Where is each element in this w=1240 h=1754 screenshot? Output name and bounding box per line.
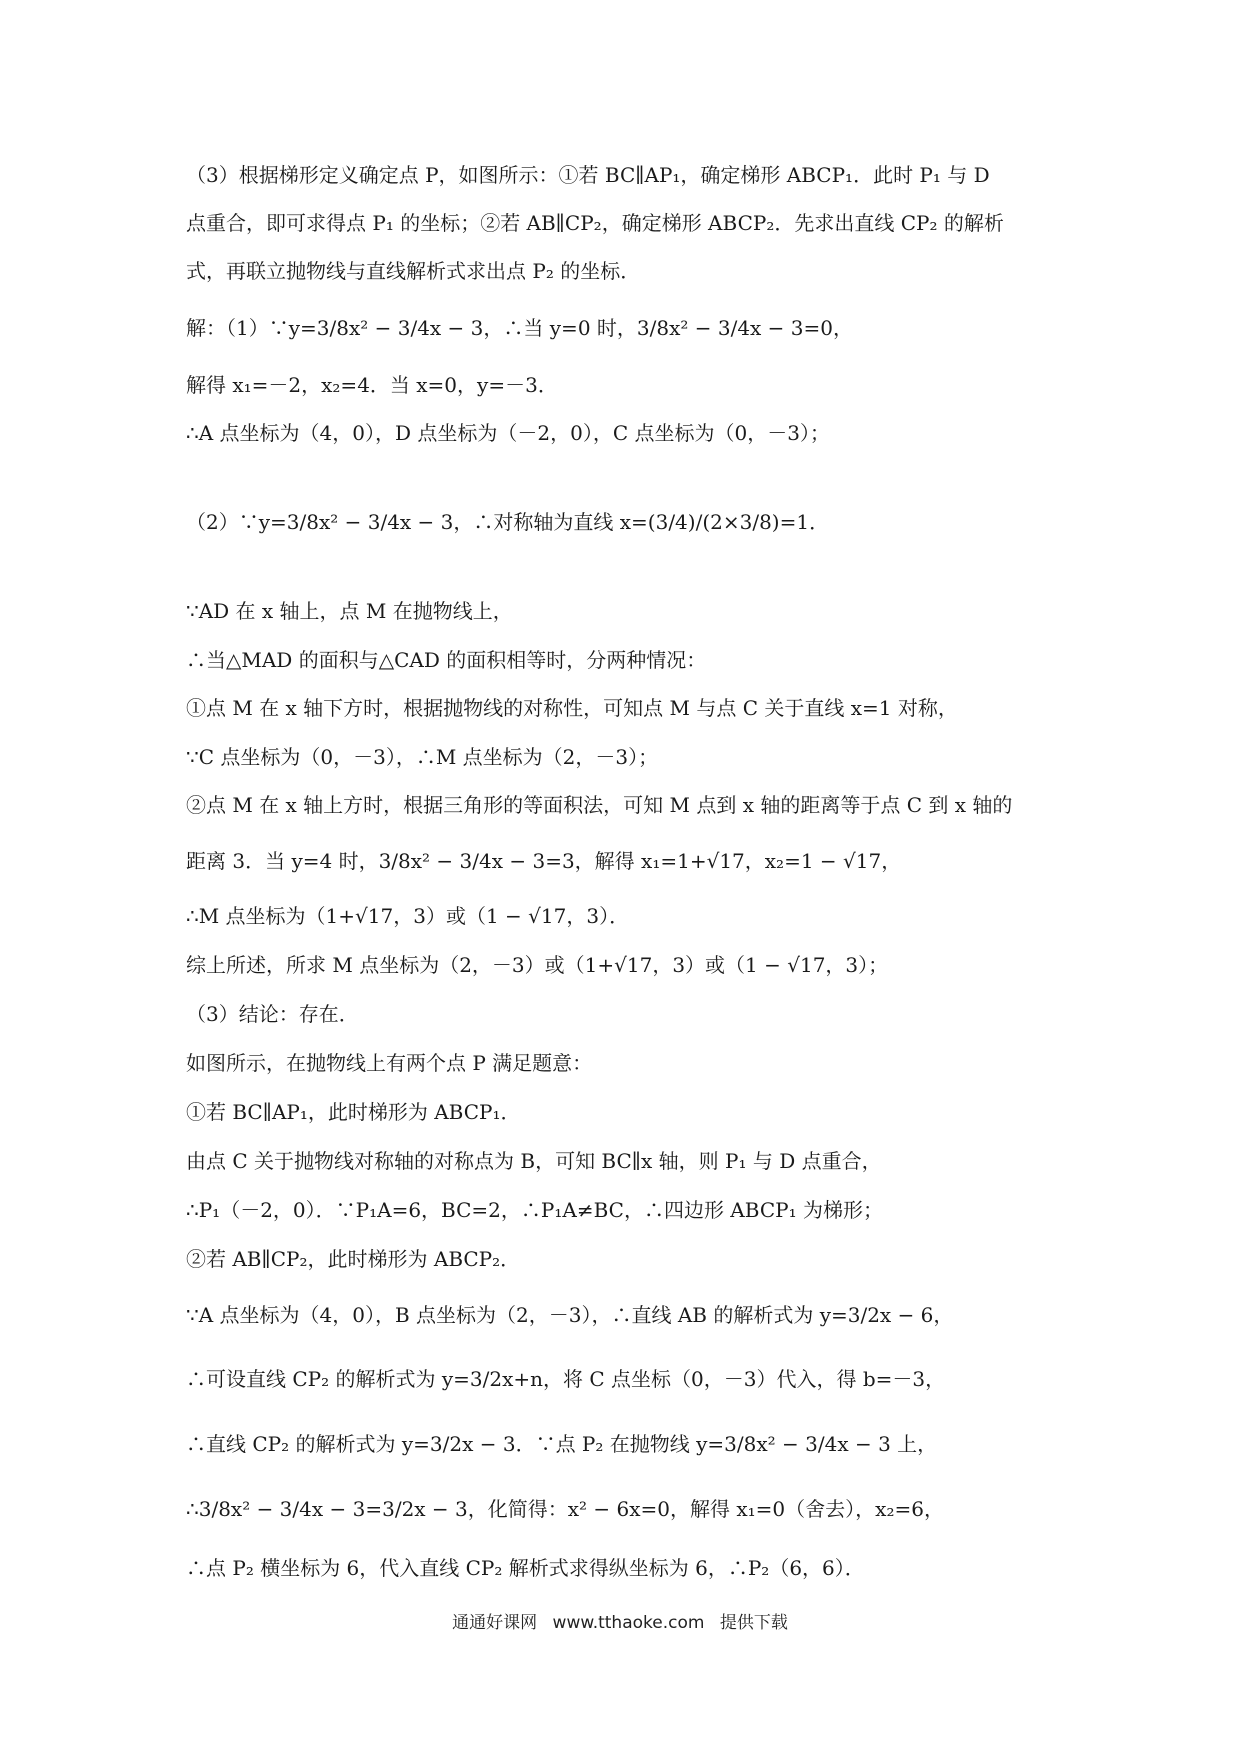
text-line: 距离 3．当 y=4 时，3/8x² − 3/4x − 3=3，解得 x₁=1+√17，x₂=1 − √17， xyxy=(186,849,902,873)
text-line: ①若 BC∥AP₁，此时梯形为 ABCP₁． xyxy=(186,1100,521,1124)
text-line: ∴3/8x² − 3/4x − 3=3/2x − 3，化简得：x² − 6x=0，解得 x₁=0（舍去），x₂=6， xyxy=(186,1497,944,1521)
text-line: ∵C 点坐标为（0，－3），∴M 点坐标为（2，－3）； xyxy=(186,745,659,769)
text-line: ∴当△MAD 的面积与△CAD 的面积相等时，分两种情况： xyxy=(186,648,707,672)
text-line: ①点 M 在 x 轴下方时，根据抛物线的对称性，可知点 M 与点 C 关于直线 x=1 对称， xyxy=(186,696,958,720)
text-line: ∵A 点坐标为（4，0），B 点坐标为（2，－3），∴直线 AB 的解析式为 y=3/2x − 6， xyxy=(186,1303,954,1327)
text-line: 如图所示，在抛物线上有两个点 P 满足题意： xyxy=(186,1051,593,1075)
text-line: 点重合，即可求得点 P₁ 的坐标；②若 AB∥CP₂，确定梯形 ABCP₂．先求出直线 CP₂ 的解析 xyxy=(186,211,1004,235)
text-line: （3）结论：存在． xyxy=(186,1002,359,1026)
text-line: ②若 AB∥CP₂，此时梯形为 ABCP₂． xyxy=(186,1247,521,1271)
text-line: ∴A 点坐标为（4，0），D 点坐标为（－2，0），C 点坐标为（0，－3）； xyxy=(186,421,830,445)
text-line: ∵AD 在 x 轴上，点 M 在抛物线上， xyxy=(186,599,513,623)
text-line: ∴直线 CP₂ 的解析式为 y=3/2x − 3．∵点 P₂ 在抛物线 y=3/8x² − 3/4x − 3 上， xyxy=(186,1432,938,1456)
text-line: ∴P₁（－2，0）．∵P₁A=6，BC=2，∴P₁A≠BC，∴四边形 ABCP₁ 为梯形； xyxy=(186,1198,883,1222)
footer-site-name: 通通好课网 xyxy=(452,1613,538,1633)
text-line: ∴可设直线 CP₂ 的解析式为 y=3/2x+n，将 C 点坐标（0，－3）代入，得 b=－3， xyxy=(186,1367,946,1391)
text-line: （3）根据梯形定义确定点 P，如图所示：①若 BC∥AP₁，确定梯形 ABCP₁．此时 P₁ 与 D xyxy=(186,163,990,187)
text-line: ∴点 P₂ 横坐标为 6，代入直线 CP₂ 解析式求得纵坐标为 6，∴P₂（6，6）． xyxy=(186,1556,865,1580)
footer-suffix: 提供下载 xyxy=(719,1613,788,1633)
text-line: 解：（1）∵y=3/8x² − 3/4x − 3，∴当 y=0 时，3/8x² − 3/4x − 3=0， xyxy=(186,316,854,340)
text-line: ②点 M 在 x 轴上方时，根据三角形的等面积法，可知 M 点到 x 轴的距离等于点 C 到 x 轴的 xyxy=(186,793,1013,817)
text-line: 解得 x₁=－2，x₂=4．当 x=0，y=－3． xyxy=(186,373,558,397)
text-line: ∴M 点坐标为（1+√17，3）或（1 − √17，3）． xyxy=(186,904,630,928)
text-line: 由点 C 关于抛物线对称轴的对称点为 B，可知 BC∥x 轴，则 P₁ 与 D 点重合， xyxy=(186,1149,882,1173)
text-line: 式，再联立抛物线与直线解析式求出点 P₂ 的坐标． xyxy=(186,259,641,283)
text-line: 综上所述，所求 M 点坐标为（2，－3）或（1+√17，3）或（1 − √17，3）； xyxy=(186,953,889,977)
text-line: （2）∵y=3/8x² − 3/4x − 3，∴对称轴为直线 x=(3/4)/(2×3/8)=1． xyxy=(186,510,830,534)
page-footer xyxy=(0,1608,1240,1633)
footer-url: www.tthaoke.com xyxy=(552,1613,705,1633)
